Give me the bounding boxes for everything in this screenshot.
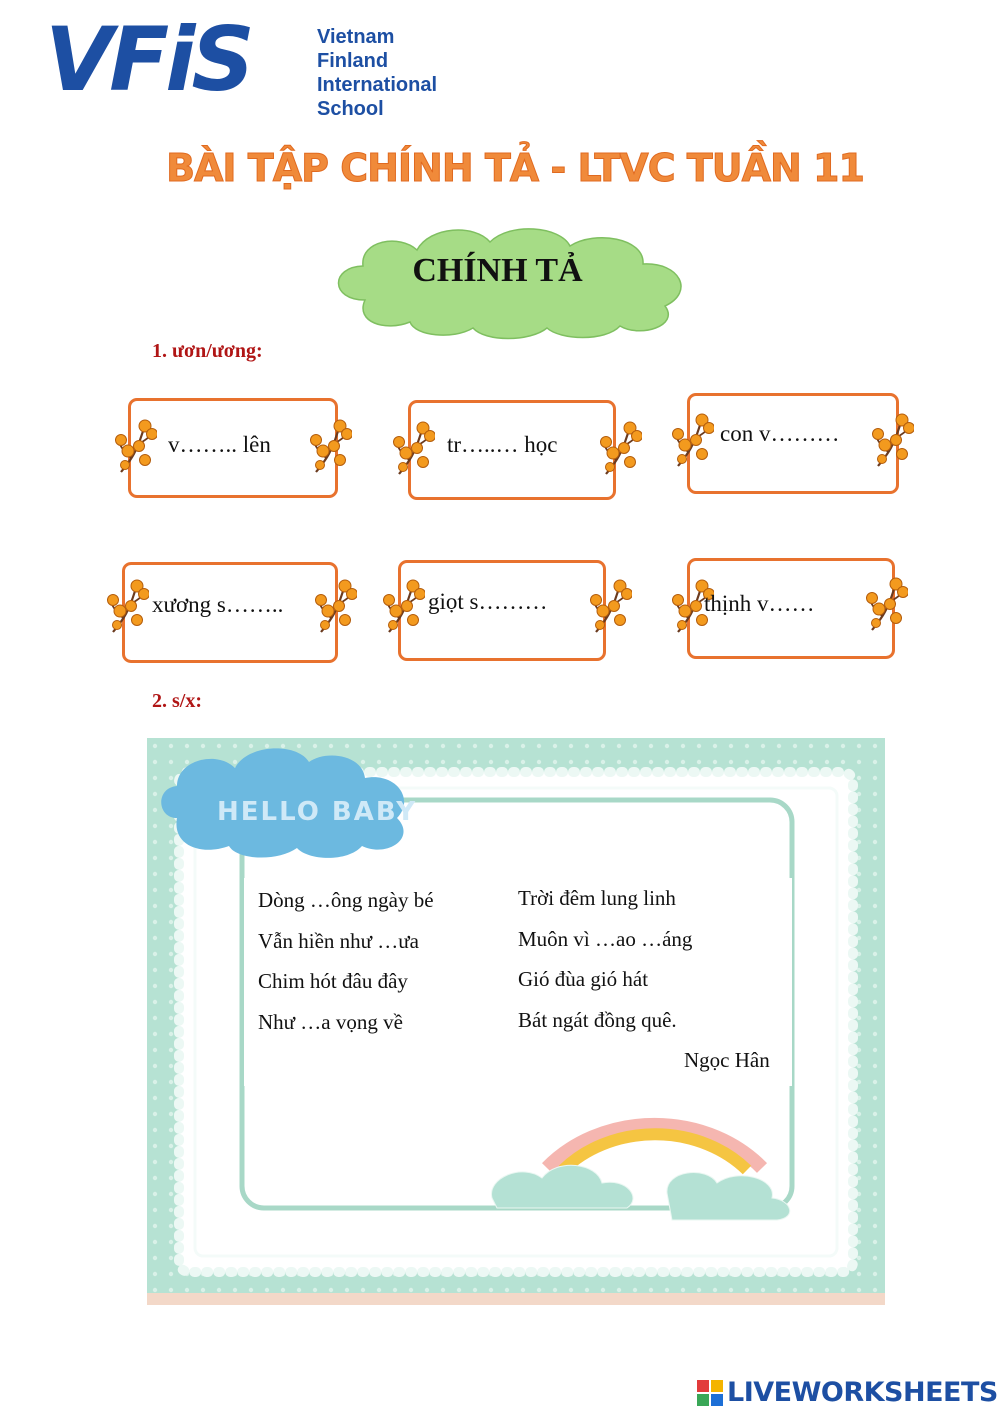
- word-item[interactable]: giọt s………: [428, 589, 548, 614]
- poem-left-column: [258, 880, 434, 1042]
- flower-branch-icon: [310, 418, 352, 476]
- exercise-2-label: 2. s/x:: [152, 690, 202, 712]
- logo-line: Finland: [317, 50, 389, 72]
- worksheet-title: BÀI TẬP CHÍNH TẢ - LTVC TUẦN 11: [166, 146, 864, 190]
- poem-line[interactable]: Muôn vì …ao …áng: [518, 926, 693, 951]
- word-item[interactable]: con v………: [720, 421, 840, 446]
- logo-line: Vietnam: [317, 26, 395, 48]
- poem-line: Gió đùa gió hát: [518, 967, 649, 991]
- logo-mark: VFiS: [45, 8, 251, 111]
- flower-branch-icon: [393, 420, 435, 478]
- flower-branch-icon: [590, 578, 632, 636]
- poem-right-column: [518, 878, 692, 1040]
- logo-line: School: [317, 98, 384, 120]
- frame-caption: HELLO BABY: [217, 797, 418, 827]
- exercise-1-label: 1. ươn/ương:: [152, 340, 263, 362]
- poem-line[interactable]: Dòng …ông ngày bé: [258, 888, 434, 912]
- poem-author: Ngọc Hân: [684, 1048, 770, 1072]
- word-item[interactable]: v…….. lên: [168, 432, 271, 457]
- flower-branch-icon: [115, 418, 157, 476]
- word-item[interactable]: xương s……..: [152, 592, 284, 617]
- flower-branch-icon: [315, 578, 357, 636]
- logo-school-name: [317, 25, 437, 121]
- poem-line[interactable]: Như …a vọng về: [258, 1009, 403, 1034]
- flower-branch-icon: [600, 420, 642, 478]
- liveworksheets-logo-icon: [697, 1380, 723, 1406]
- footer-brand: LIVEWORKSHEETS: [727, 1377, 998, 1408]
- poem-line: Trời đêm lung linh: [518, 886, 676, 910]
- flower-branch-icon: [672, 412, 714, 470]
- flower-branch-icon: [872, 412, 914, 470]
- section-heading: CHÍNH TẢ: [412, 252, 583, 289]
- poem-line: Chim hót đâu đây: [258, 969, 408, 993]
- poem-line: Bát ngát đồng quê.: [518, 1007, 677, 1032]
- poem-line[interactable]: Vẫn hiền như …ưa: [258, 928, 419, 953]
- school-logo: [45, 8, 475, 120]
- flower-branch-icon: [866, 576, 908, 634]
- logo-line: International: [317, 74, 438, 96]
- word-item[interactable]: tr…..… học: [447, 432, 558, 457]
- flower-branch-icon: [383, 578, 425, 636]
- flower-branch-icon: [107, 578, 149, 636]
- word-item[interactable]: thịnh v……: [704, 591, 815, 616]
